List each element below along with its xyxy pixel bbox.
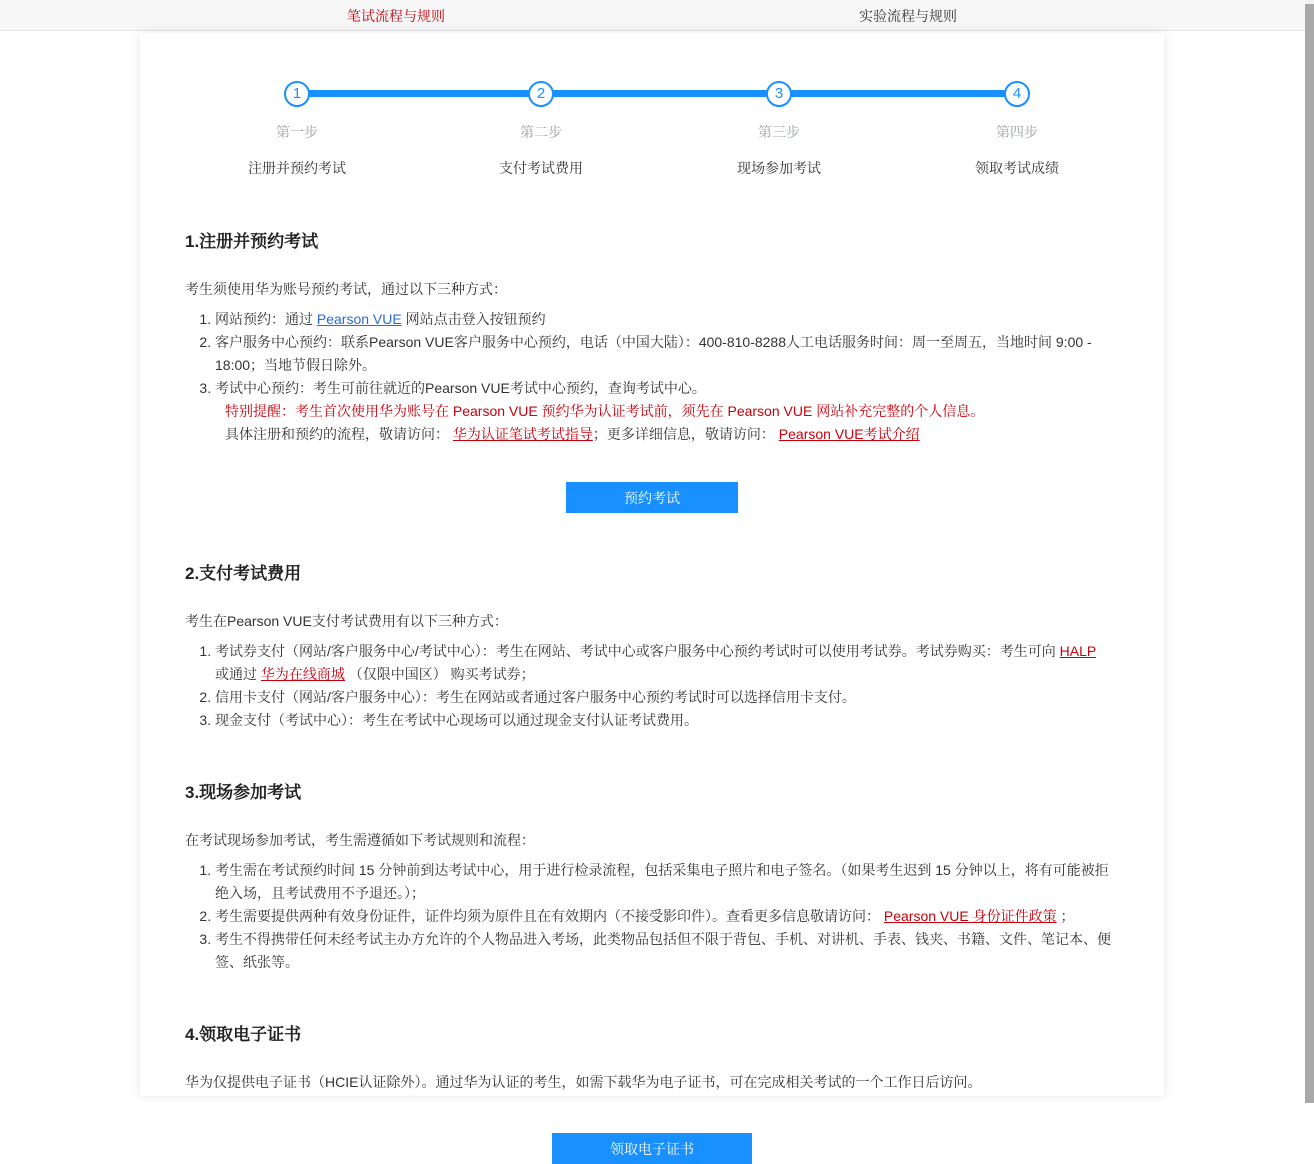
inline-link[interactable]: 华为认证笔试考试指导 (452, 426, 593, 442)
rules-content (140, 227, 1164, 1164)
step-2-circle: 2 (528, 81, 554, 107)
text-segment: 考生不得携带任何未经考试主办方允许的个人物品进入考场，此类物品包括但不限于背包、手机、对讲机、手表、钱夹、书籍、文件、笔记本、便签、纸张等。 (215, 931, 1111, 970)
step-3-label: 第三步 (758, 124, 800, 140)
section-2-intro: 考生在Pearson VUE支付考试费用有以下三种方式： (185, 613, 508, 629)
tab-lab-exam-process[interactable]: 实验流程与规则 (859, 7, 957, 24)
inline-link[interactable]: Pearson VUE 身份证件政策 (883, 908, 1057, 924)
section-2-list (185, 640, 1119, 732)
top-tab-bar (0, 0, 1314, 31)
step-2-name: 支付考试费用 (499, 160, 583, 176)
step-2 (461, 81, 621, 178)
scrollbar-track[interactable] (1305, 0, 1314, 1103)
exam-steps-progress (140, 33, 1164, 183)
text-segment: （仅限中国区） 购买考试券； (344, 666, 535, 682)
inline-link[interactable]: Pearson VUE (316, 311, 402, 327)
section-3-intro: 在考试现场参加考试，考生需遵循如下考试规则和流程： (185, 832, 535, 848)
registration-guide-note (225, 423, 1119, 446)
main-content-card (140, 33, 1164, 1157)
list-item (215, 686, 1119, 709)
step-4-label: 第四步 (996, 124, 1038, 140)
text-segment: 考试中心预约：考生可前往就近的Pearson VUE考试中心预约，查询考试中心。 (215, 380, 706, 396)
text-segment: 特别提醒：考生首次使用华为账号在 Pearson VUE 预约华为认证考试前，须先在 Pearson VUE 网站补充完整的个人信息。 (225, 403, 985, 419)
list-item (215, 709, 1119, 732)
step-4-circle: 4 (1004, 81, 1030, 107)
list-item (215, 331, 1119, 377)
section-1-list (185, 308, 1119, 400)
text-segment: 考生需要提供两种有效身份证件，证件均须为原件且在有效期内（不接受影印件）。查看更多信息敬请访问： (215, 908, 884, 924)
text-segment: 网站预约：通过 (215, 311, 317, 327)
section-4-intro: 华为仅提供电子证书（HCIE认证除外）。通过华为认证的考生，如需下载华为电子证书，可在完成相关考试的一个工作日后访问。 (185, 1074, 982, 1090)
tab-container (140, 0, 1164, 31)
step-2-label: 第二步 (520, 124, 562, 140)
step-1-label: 第一步 (276, 124, 318, 140)
list-item (215, 905, 1119, 928)
section-1-intro: 考生须使用华为账号预约考试，通过以下三种方式： (185, 281, 507, 297)
scrollbar-thumb[interactable] (1305, 4, 1314, 1103)
section-1-notes (225, 400, 1119, 446)
list-item (215, 859, 1119, 905)
step-4 (937, 81, 1097, 178)
inline-link[interactable]: 华为在线商城 (260, 666, 345, 682)
text-segment: 考试券支付（网站/客户服务中心/考试中心）：考生在网站、考试中心或客户服务中心预约考试时可以使用考试券。考试券购买：考生可向 (215, 643, 1060, 659)
stepper-connector-line (297, 90, 1017, 97)
list-item (215, 928, 1119, 974)
inline-link[interactable]: Pearson VUE考试介绍 (778, 426, 920, 442)
section-2-title: 2.支付考试费用 (185, 564, 302, 583)
step-3-name: 现场参加考试 (737, 160, 821, 176)
text-segment: 客户服务中心预约：联系Pearson VUE客户服务中心预约，电话（中国大陆）：400-810-8288人工电话服务时间：周一至周五，当地时间 9:00 - 18:00；当地节假日除外。 (215, 334, 1092, 373)
step-4-name: 领取考试成绩 (975, 160, 1059, 176)
book-exam-button[interactable]: 预约考试 (566, 482, 738, 513)
text-segment: 信用卡支付（网站/客户服务中心）：考生在网站或者通过客户服务中心预约考试时可以选择信用卡支付。 (215, 689, 856, 705)
special-reminder-note (225, 400, 1119, 423)
text-segment: 或通过 (215, 666, 261, 682)
list-item (215, 308, 1119, 331)
inline-link[interactable]: HALP (1059, 643, 1096, 659)
step-1-name: 注册并预约考试 (248, 160, 346, 176)
step-3 (699, 81, 859, 178)
text-segment: 考生需在考试预约时间 15 分钟前到达考试中心，用于进行检录流程，包括采集电子照片和电子签名。（如果考生迟到 15 分钟以上，将有可能被拒绝入场，且考试费用不予退还。）； (215, 862, 1109, 901)
section-4-title: 4.领取电子证书 (185, 1025, 302, 1044)
text-segment: 网站点击登入按钮预约 (401, 311, 546, 327)
tab-written-exam-process[interactable]: 笔试流程与规则 (347, 7, 445, 24)
section-3-list (185, 859, 1119, 974)
step-1-circle: 1 (284, 81, 310, 107)
text-segment: 具体注册和预约的流程，敬请访问： (225, 426, 453, 442)
section-3-title: 3.现场参加考试 (185, 783, 302, 802)
step-1 (217, 81, 377, 178)
list-item (215, 640, 1119, 686)
get-certificate-button[interactable]: 领取电子证书 (552, 1133, 752, 1164)
text-segment: ； (1056, 908, 1075, 924)
section-1-title: 1.注册并预约考试 (185, 232, 319, 251)
step-3-circle: 3 (766, 81, 792, 107)
text-segment: 现金支付（考试中心）：考生在考试中心现场可以通过现金支付认证考试费用。 (215, 712, 698, 728)
list-item (215, 377, 1119, 400)
text-segment: ；更多详细信息，敬请访问： (592, 426, 779, 442)
